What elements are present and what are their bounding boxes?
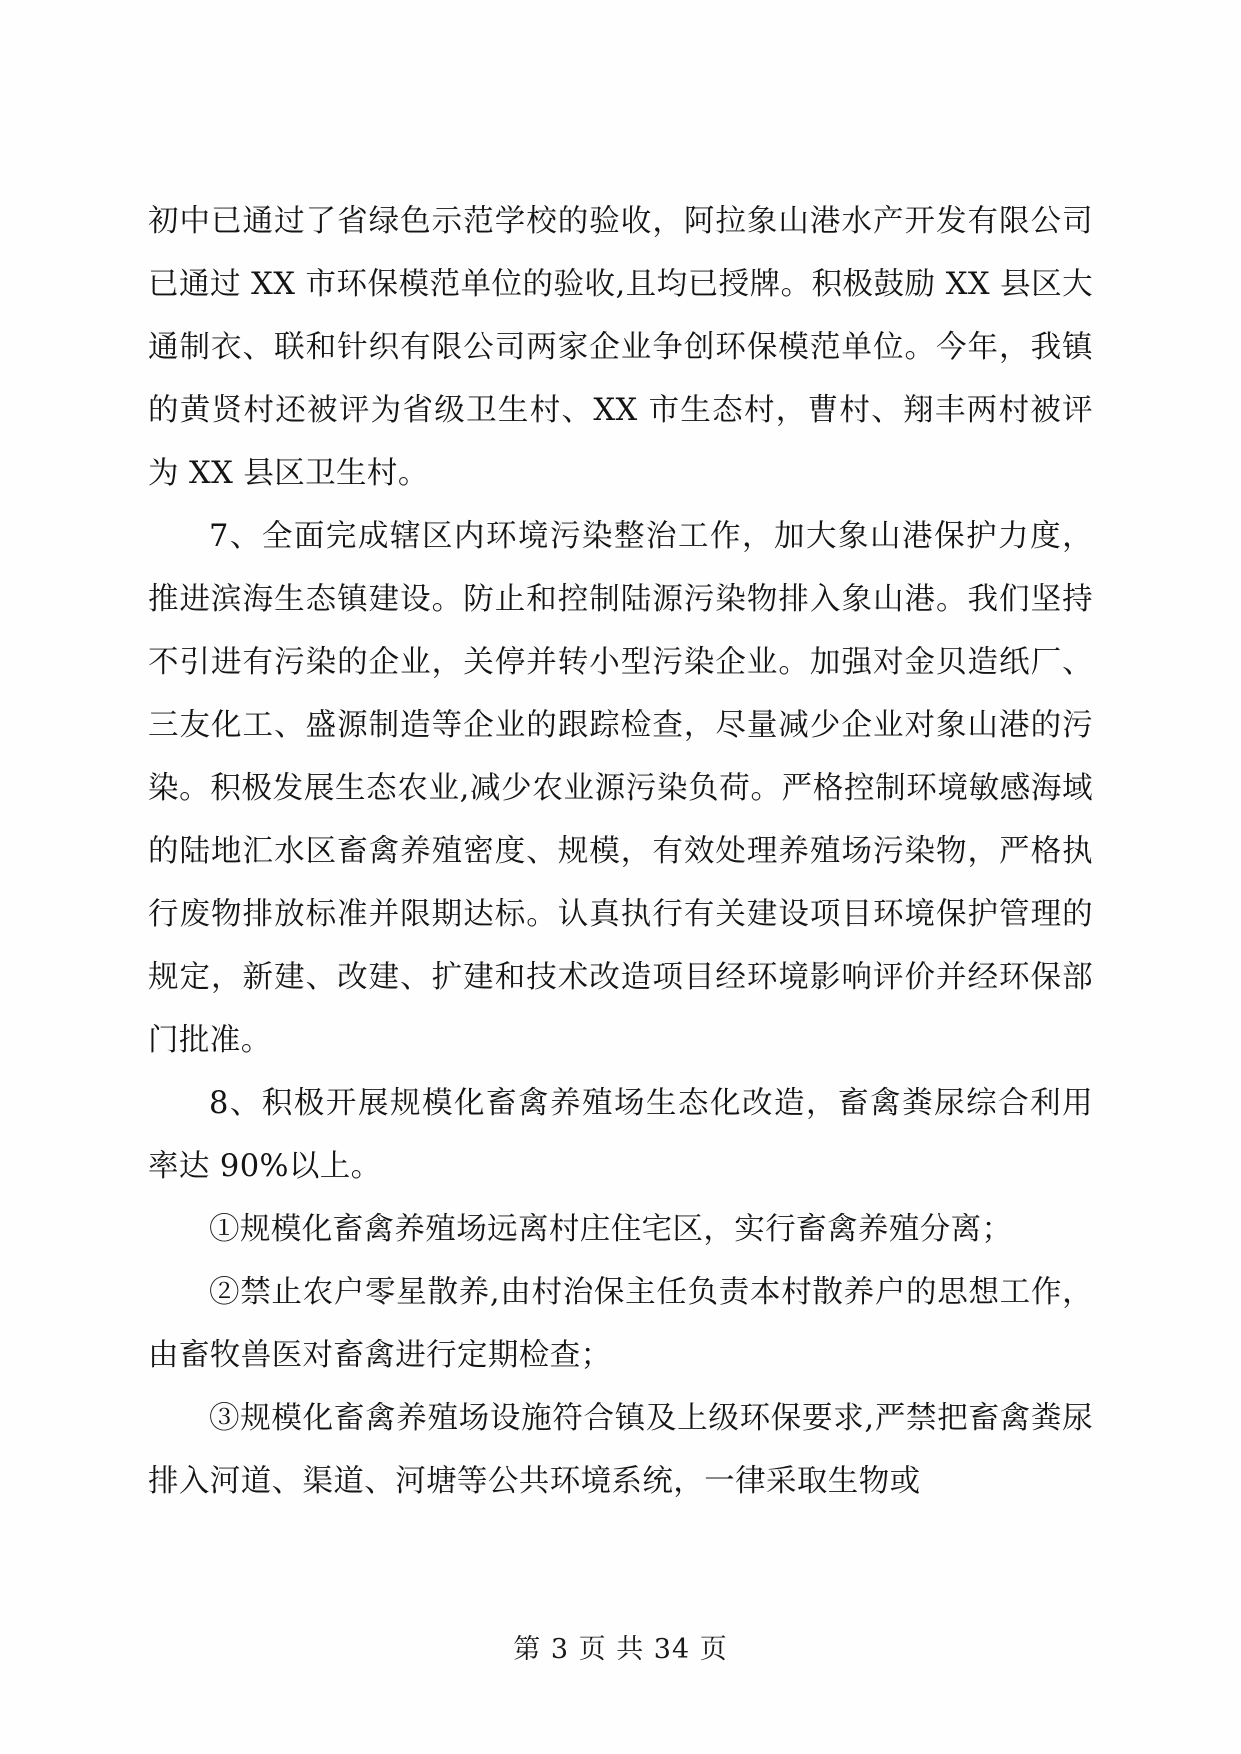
page-footer: 第 3 页 共 34 页 [513, 1634, 728, 1665]
paragraph: ②禁止农户零星散养,由村治保主任负责本村散养户的思想工作，由畜牧兽医对畜禽进行定期检查； [148, 1275, 1093, 1373]
paragraph: 7、全面完成辖区内环境污染整治工作，加大象山港保护力度，推进滨海生态镇建设。防止和控制陆源污染物排入象山港。我们坚持不引进有污染的企业，关停并转小型污染企业。加强对金贝造纸厂、三友化工、盛源制造等企业的跟踪检查，尽量减少企业对象山港的污染。积极发展生态农业,减少农业源污染负荷。严格控制环境敏感海域的陆地汇水区畜禽养殖密度、规模，有效处理养殖场污染物，严格执行废物排放标准并限期达标。认真执行有关建设项目环境保护管理的规定，新建、改建、扩建和技术改造项目经环境影响评价并经环保部门批准。 [148, 519, 1093, 1058]
document-body [148, 190, 1093, 1513]
paragraph: 初中已通过了省绿色示范学校的验收，阿拉象山港水产开发有限公司已通过 XX 市环保模范单位的验收,且均已授牌。积极鼓励 XX 县区大通制衣、联和针织有限公司两家企业争创环保模范单位。今年，我镇的黄贤村还被评为省级卫生村、XX 市生态村，曹村、翔丰两村被评为 XX 县区卫生村。 [148, 204, 1093, 491]
paragraph: ①规模化畜禽养殖场远离村庄住宅区，实行畜禽养殖分离； [209, 1212, 1013, 1247]
paragraph: ③规模化畜禽养殖场设施符合镇及上级环保要求,严禁把畜禽粪尿排入河道、渠道、河塘等公共环境系统，一律采取生物或 [148, 1401, 1093, 1499]
paragraph: 8、积极开展规模化畜禽养殖场生态化改造，畜禽粪尿综合利用率达 90%以上。 [148, 1086, 1093, 1184]
